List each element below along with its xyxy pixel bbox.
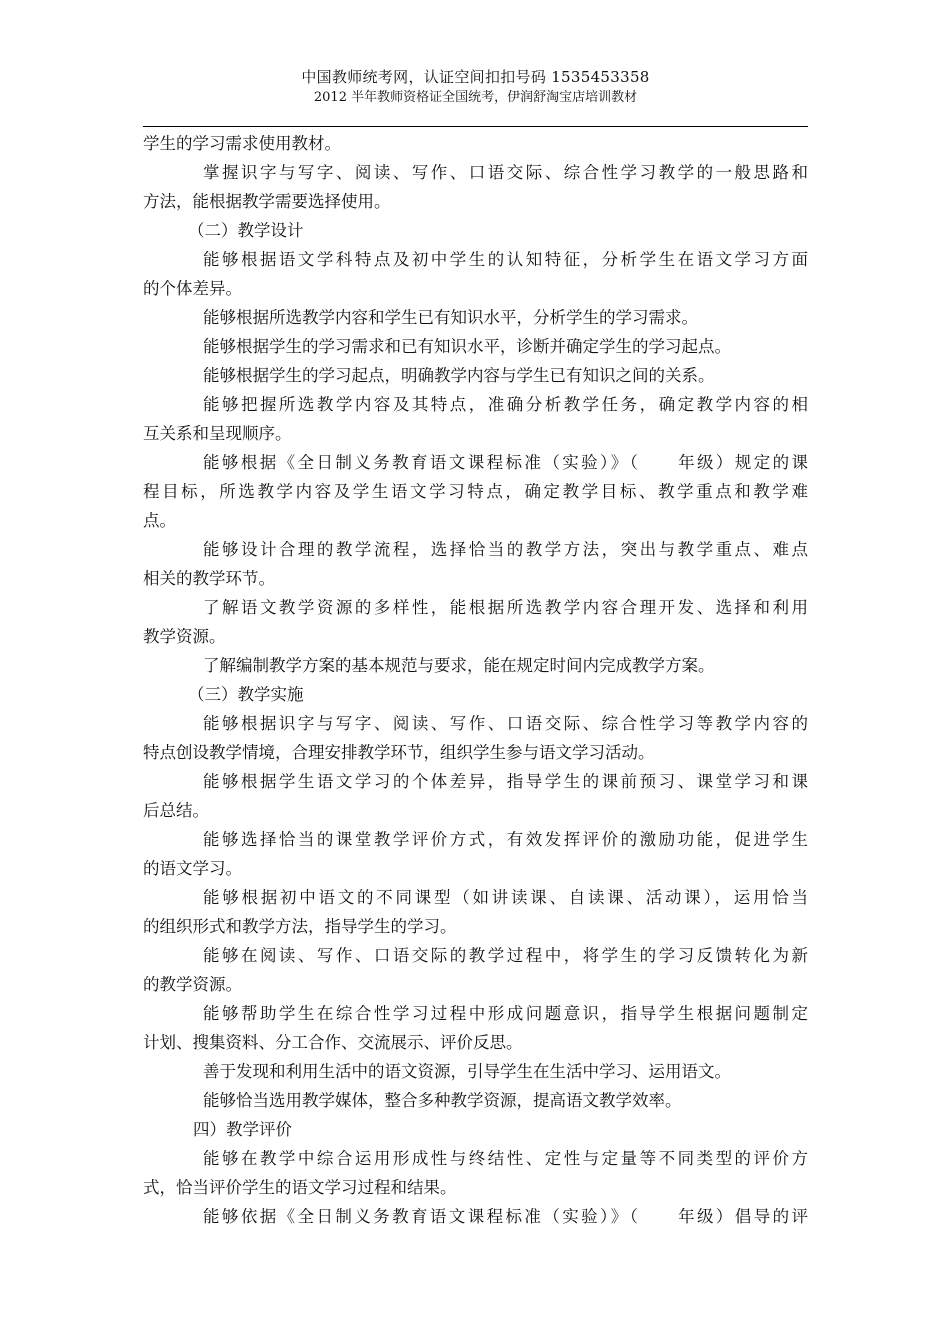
paragraph-line: 教学资源。 — [143, 627, 226, 646]
paragraph-line: 方法，能根据教学需要选择使用。 — [143, 192, 391, 211]
paragraph-line: 计划、搜集资料、分工合作、交流展示、评价反思。 — [143, 1033, 523, 1052]
paragraph-line: 的教学资源。 — [143, 975, 242, 994]
paragraph-line: 后总结。 — [143, 801, 209, 820]
paragraph-line: 的个体差异。 — [143, 279, 242, 298]
document-body — [143, 129, 808, 1231]
paragraph-line: 能够根据《全日制义务教育语文课程标准（实验）》（ 年级）规定的课 — [203, 453, 808, 472]
section-heading: （二）教学设计 — [188, 221, 304, 240]
paragraph-line: 能够根据学生语文学习的个体差异，指导学生的课前预习、课堂学习和课 — [203, 772, 808, 791]
paragraph-line: 的语文学习。 — [143, 859, 242, 878]
paragraph-line: 能够根据学生的学习起点，明确教学内容与学生已有知识之间的关系。 — [203, 366, 715, 385]
paragraph-line: 掌握识字与写字、阅读、写作、口语交际、综合性学习教学的一般思路和 — [203, 163, 808, 182]
paragraph-line: 善于发现和利用生活中的语文资源，引导学生在生活中学习、运用语文。 — [203, 1062, 731, 1081]
paragraph-line: 能够根据语文学科特点及初中学生的认知特征，分析学生在语文学习方面 — [203, 250, 808, 269]
paragraph-line: 能够恰当选用教学媒体，整合多种教学资源，提高语文教学效率。 — [203, 1091, 682, 1110]
paragraph-line: 能够帮助学生在综合性学习过程中形成问题意识，指导学生根据问题制定 — [203, 1004, 808, 1023]
header-divider — [143, 126, 808, 127]
header-subtitle: 2012 半年教师资格证全国统考，伊润舒淘宝店培训教材 — [313, 90, 638, 105]
paragraph-line: 学生的学习需求使用教材。 — [143, 134, 341, 153]
paragraph-line: 能够根据所选教学内容和学生已有知识水平，分析学生的学习需求。 — [203, 308, 698, 327]
paragraph-line: 能够设计合理的教学流程，选择恰当的教学方法，突出与教学重点、难点 — [203, 540, 808, 559]
paragraph-line: 能够在阅读、写作、口语交际的教学过程中，将学生的学习反馈转化为新 — [203, 946, 808, 965]
paragraph-line: 相关的教学环节。 — [143, 569, 275, 588]
paragraph-line: 程目标，所选教学内容及学生语文学习特点，确定教学目标、教学重点和教学难 — [143, 482, 808, 501]
paragraph-line: 点。 — [143, 511, 176, 530]
paragraph-line: 能够选择恰当的课堂教学评价方式，有效发挥评价的激励功能，促进学生 — [203, 830, 808, 849]
header-title: 中国教师统考网，认证空间扣扣号码 1535453358 — [301, 68, 650, 86]
paragraph-line: 能够把握所选教学内容及其特点，准确分析教学任务，确定教学内容的相 — [203, 395, 808, 414]
paragraph-line: 能够依据《全日制义务教育语文课程标准（实验）》（ 年级）倡导的评 — [203, 1207, 808, 1226]
paragraph-line: 能够根据初中语文的不同课型（如讲读课、自读课、活动课），运用恰当 — [203, 888, 808, 907]
paragraph-line: 了解语文教学资源的多样性，能根据所选教学内容合理开发、选择和利用 — [203, 598, 808, 617]
paragraph-line: 能够根据识字与写字、阅读、写作、口语交际、综合性学习等教学内容的 — [203, 714, 808, 733]
paragraph-line: 能够根据学生的学习需求和已有知识水平，诊断并确定学生的学习起点。 — [203, 337, 731, 356]
paragraph-line: 特点创设教学情境，合理安排教学环节，组织学生参与语文学习活动。 — [143, 743, 655, 762]
paragraph-line: 能够在教学中综合运用形成性与终结性、定性与定量等不同类型的评价方 — [203, 1149, 808, 1168]
paragraph-line: 互关系和呈现顺序。 — [143, 424, 292, 443]
section-heading: 四）教学评价 — [193, 1120, 292, 1139]
page-header — [143, 66, 808, 108]
section-heading: （三）教学实施 — [188, 685, 304, 704]
paragraph-line: 的组织形式和教学方法，指导学生的学习。 — [143, 917, 457, 936]
paragraph-line: 了解编制教学方案的基本规范与要求，能在规定时间内完成教学方案。 — [203, 656, 715, 675]
paragraph-line: 式，恰当评价学生的语文学习过程和结果。 — [143, 1178, 457, 1197]
